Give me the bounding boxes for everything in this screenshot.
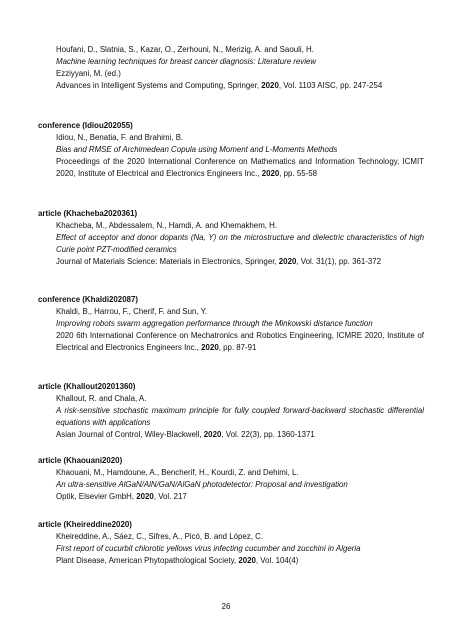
entry-title: Improving robots swarm aggregation performance through the Minkowski distance function [56, 319, 373, 328]
entry-authors: Kheireddine, A., Sáez, C., Sifres, A., Picó, B. and López, C. [56, 532, 264, 541]
entry-body [38, 393, 424, 441]
venue-details: , Vol. 22(3), pp. 1360-1371 [221, 430, 315, 439]
entry-authors: Khallout, R. and Chala, A. [56, 394, 147, 403]
bibliography-entry [38, 44, 424, 92]
entry-year: 2020 [136, 492, 154, 501]
entry-body [38, 44, 424, 92]
entry-venue [56, 330, 424, 354]
entry-authors: Khacheba, M., Abdessalem, N., Hamdi, A. and Khemakhem, H. [56, 221, 278, 230]
entry-venue [56, 156, 424, 180]
entry-venue [56, 429, 424, 441]
entry-title: Effect of acceptor and donor dopants (Na, Y) on the microstructure and dielectric characteristics of high Curie point PZT-modified ceramics [56, 233, 424, 254]
entry-title: An ultra-sensitive AlGaN/AlN/GaN/AlGaN photodetector: Proposal and investigation [56, 480, 348, 489]
bibliography-entry [38, 455, 424, 503]
venue-details: , pp. 87-91 [218, 343, 257, 352]
entry-body [38, 531, 424, 567]
entry-title: First report of cucurbit chlorotic yellows virus infecting cucumber and zucchini in Algeria [56, 544, 361, 553]
entry-year: 2020 [261, 81, 279, 90]
entry-year: 2020 [278, 257, 297, 266]
entry-header: article (Khaouani2020) [38, 456, 123, 465]
entry-year: 2020 [201, 343, 219, 352]
venue-text: Journal of Materials Science: Materials in Electronics, Springer, [56, 257, 279, 266]
venue-text: Plant Disease, American Phytopathological Society, [56, 556, 239, 565]
entry-year: 2020 [238, 556, 256, 565]
entry-header: conference (Idiou202055) [38, 121, 133, 130]
bibliography-entry [38, 381, 424, 441]
venue-text: Proceedings of the 2020 International Conference on Mathematics and Information Technology, ICMIT 2020, Institute of Electrical and Electronics Engineers Inc., [56, 157, 424, 178]
entry-venue [56, 80, 424, 92]
entry-body [38, 467, 424, 503]
entry-header: article (Khallout20201360) [38, 382, 136, 391]
venue-details: , Vol. 31(1), pp. 361-372 [296, 257, 382, 266]
entry-year: 2020 [261, 169, 280, 178]
entry-venue [56, 491, 424, 503]
entry-header: conference (Khaldi202087) [38, 295, 138, 304]
entry-body [38, 306, 424, 354]
bibliography-entry [38, 120, 424, 180]
entry-authors: Khaldi, B., Harrou, F., Cherif, F. and Sun, Y. [56, 307, 208, 316]
bibliography-entry [38, 294, 424, 354]
entry-body [38, 220, 424, 268]
entry-authors: Houfani, D., Slatnia, S., Kazar, O., Zerhouni, N., Merizig, A. and Saouli, H. [56, 45, 314, 54]
entry-authors: Khaouani, M., Hamdoune, A., Bencherif, H., Kourdi, Z. and Dehimi, L. [56, 468, 299, 477]
entry-venue [56, 555, 424, 567]
entry-venue [56, 256, 424, 268]
entry-editor: Ezziyyani, M. (ed.) [56, 69, 121, 78]
entry-header: article (Khacheba2020361) [38, 209, 138, 218]
entry-title: A risk-sensitive stochastic maximum principle for fully coupled forward-backward stochastic differential equations with applications [56, 406, 424, 427]
venue-details: , Vol. 104(4) [255, 556, 299, 565]
entry-body [38, 132, 424, 180]
bibliography-entry [38, 519, 424, 567]
entry-year: 2020 [203, 430, 222, 439]
entry-title: Machine learning techniques for breast cancer diagnosis: Literature review [56, 57, 317, 66]
bibliography-entry [38, 208, 424, 268]
venue-text: 2020 6th International Conference on Mechatronics and Robotics Engineering, ICMRE 2020, Institute of Electrical and Electronics Engineers Inc., [56, 331, 424, 352]
venue-details: , pp. 55-58 [279, 169, 318, 178]
page-number: 26 [221, 602, 231, 611]
entry-header: article (Kheireddine2020) [38, 520, 132, 529]
entry-authors: Idiou, N., Benatia, F. and Brahimi, B. [56, 133, 184, 142]
venue-text: Optik, Elsevier GmbH, [56, 492, 137, 501]
venue-details: , Vol. 217 [153, 492, 187, 501]
venue-text: Advances in Intelligent Systems and Computing, Springer, [56, 81, 262, 90]
entry-title: Bias and RMSE of Archimedean Copula using Moment and L-Moments Methods [56, 145, 338, 154]
venue-text: Asian Journal of Control, Wiley-Blackwell, [56, 430, 204, 439]
venue-details: , Vol. 1103 AISC, pp. 247-254 [278, 81, 383, 90]
